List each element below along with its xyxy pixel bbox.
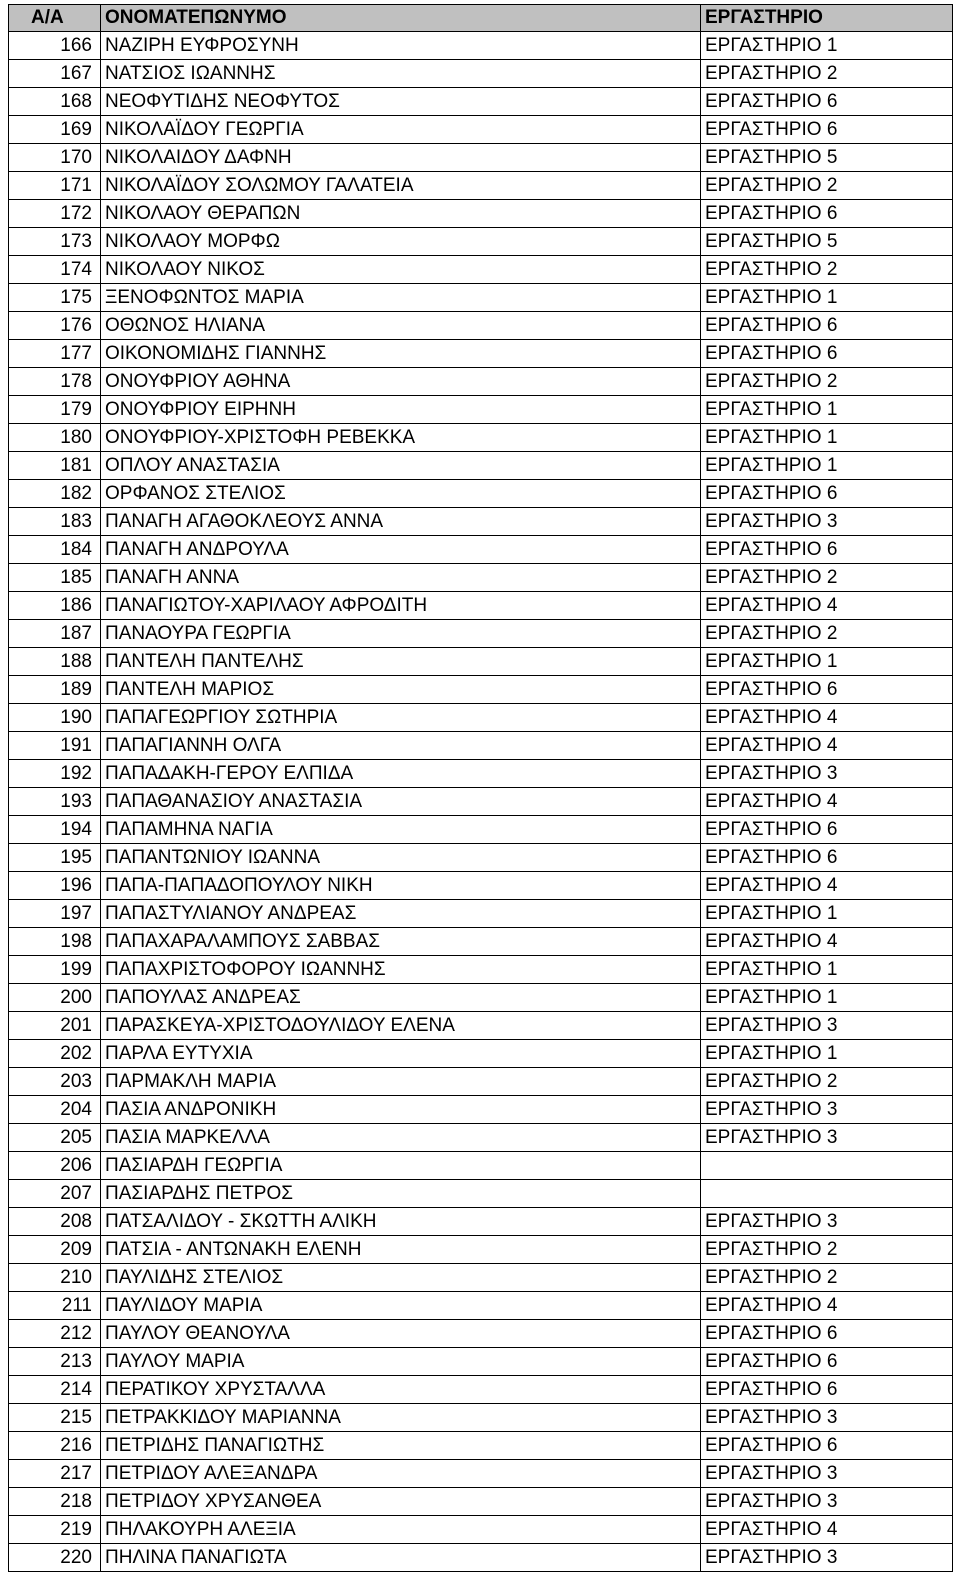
row-number: 172 <box>9 200 101 228</box>
row-number: 193 <box>9 788 101 816</box>
row-full-name: ΠΑΝΤΕΛΗ ΜΑΡΙΟΣ <box>101 676 701 704</box>
row-full-name: ΠΑΠΑΓΙΑΝΝΗ ΟΛΓΑ <box>101 732 701 760</box>
row-number: 205 <box>9 1124 101 1152</box>
row-full-name: ΠΑΡΛΑ ΕΥΤΥΧΙΑ <box>101 1040 701 1068</box>
row-lab: ΕΡΓΑΣΤΗΡΙΟ 6 <box>701 1320 953 1348</box>
row-lab: ΕΡΓΑΣΤΗΡΙΟ 5 <box>701 228 953 256</box>
row-full-name: ΝΑΖΙΡΗ ΕΥΦΡΟΣΥΝΗ <box>101 32 701 60</box>
row-number: 213 <box>9 1348 101 1376</box>
row-full-name: ΟΝΟΥΦΡΙΟΥ-ΧΡΙΣΤΟΦΗ ΡΕΒΕΚΚΑ <box>101 424 701 452</box>
row-full-name: ΠΑΠΑΜΗΝΑ ΝΑΓΙΑ <box>101 816 701 844</box>
row-full-name: ΠΑΠΑ-ΠΑΠΑΔΟΠΟΥΛΟΥ ΝΙΚΗ <box>101 872 701 900</box>
row-number: 192 <box>9 760 101 788</box>
row-full-name: ΠΑΝΤΕΛΗ ΠΑΝΤΕΛΗΣ <box>101 648 701 676</box>
row-lab: ΕΡΓΑΣΤΗΡΙΟ 6 <box>701 480 953 508</box>
table-row <box>9 340 953 368</box>
row-full-name: ΝΕΟΦΥΤΙΔΗΣ ΝΕΟΦΥΤΟΣ <box>101 88 701 116</box>
row-full-name: ΠΑΠΑΘΑΝΑΣΙΟΥ ΑΝΑΣΤΑΣΙΑ <box>101 788 701 816</box>
row-number: 216 <box>9 1432 101 1460</box>
row-lab: ΕΡΓΑΣΤΗΡΙΟ 1 <box>701 32 953 60</box>
row-number: 201 <box>9 1012 101 1040</box>
table-row <box>9 116 953 144</box>
column-header-name: ΟΝΟΜΑΤΕΠΩΝΥΜΟ <box>101 5 701 32</box>
row-full-name: ΝΙΚΟΛΑΟΥ ΝΙΚΟΣ <box>101 256 701 284</box>
roster-sheet <box>8 4 952 1572</box>
row-lab: ΕΡΓΑΣΤΗΡΙΟ 5 <box>701 144 953 172</box>
row-lab: ΕΡΓΑΣΤΗΡΙΟ 6 <box>701 312 953 340</box>
row-full-name: ΠΑΝΑΟΥΡΑ ΓΕΩΡΓΙΑ <box>101 620 701 648</box>
row-lab: ΕΡΓΑΣΤΗΡΙΟ 3 <box>701 1404 953 1432</box>
table-row <box>9 88 953 116</box>
table-row <box>9 788 953 816</box>
table-row <box>9 732 953 760</box>
table-row <box>9 704 953 732</box>
row-lab: ΕΡΓΑΣΤΗΡΙΟ 4 <box>701 592 953 620</box>
row-full-name: ΠΑΥΛΟΥ ΜΑΡΙΑ <box>101 1348 701 1376</box>
table-row <box>9 312 953 340</box>
row-lab: ΕΡΓΑΣΤΗΡΙΟ 6 <box>701 1432 953 1460</box>
row-number: 204 <box>9 1096 101 1124</box>
row-full-name: ΠΕΤΡΙΔΟΥ ΑΛΕΞΑΝΔΡΑ <box>101 1460 701 1488</box>
table-row <box>9 536 953 564</box>
row-lab: ΕΡΓΑΣΤΗΡΙΟ 3 <box>701 1460 953 1488</box>
table-row <box>9 284 953 312</box>
table-row <box>9 1544 953 1572</box>
row-full-name: ΠΑΣΙΑΡΔΗ ΓΕΩΡΓΙΑ <box>101 1152 701 1180</box>
table-row <box>9 1292 953 1320</box>
table-row <box>9 1432 953 1460</box>
row-lab: ΕΡΓΑΣΤΗΡΙΟ 6 <box>701 340 953 368</box>
row-full-name: ΠΕΡΑΤΙΚΟΥ ΧΡΥΣΤΑΛΛΑ <box>101 1376 701 1404</box>
row-lab: ΕΡΓΑΣΤΗΡΙΟ 3 <box>701 1488 953 1516</box>
roster-body <box>9 32 953 1572</box>
row-full-name: ΠΑΠΑΓΕΩΡΓΙΟΥ ΣΩΤΗΡΙΑ <box>101 704 701 732</box>
table-row <box>9 396 953 424</box>
row-number: 194 <box>9 816 101 844</box>
row-full-name: ΠΑΠΑΧΡΙΣΤΟΦΟΡΟΥ ΙΩΑΝΝΗΣ <box>101 956 701 984</box>
table-row <box>9 1208 953 1236</box>
row-number: 212 <box>9 1320 101 1348</box>
row-full-name: ΠΑΣΙΑ ΜΑΡΚΕΛΛΑ <box>101 1124 701 1152</box>
row-number: 197 <box>9 900 101 928</box>
row-full-name: ΠΕΤΡΙΔΟΥ ΧΡΥΣΑΝΘΕΑ <box>101 1488 701 1516</box>
table-row <box>9 956 953 984</box>
table-row <box>9 648 953 676</box>
row-full-name: ΠΑΤΣΑΛΙΔΟΥ - ΣΚΩΤΤΗ ΑΛΙΚΗ <box>101 1208 701 1236</box>
row-lab: ΕΡΓΑΣΤΗΡΙΟ 1 <box>701 956 953 984</box>
row-lab: ΕΡΓΑΣΤΗΡΙΟ 6 <box>701 116 953 144</box>
row-lab: ΕΡΓΑΣΤΗΡΙΟ 1 <box>701 900 953 928</box>
row-number: 189 <box>9 676 101 704</box>
row-lab: ΕΡΓΑΣΤΗΡΙΟ 4 <box>701 1516 953 1544</box>
table-row <box>9 872 953 900</box>
row-full-name: ΠΑΥΛΙΔΟΥ ΜΑΡΙΑ <box>101 1292 701 1320</box>
row-full-name: ΟΙΚΟΝΟΜΙΔΗΣ ΓΙΑΝΝΗΣ <box>101 340 701 368</box>
row-lab: ΕΡΓΑΣΤΗΡΙΟ 6 <box>701 844 953 872</box>
row-lab: ΕΡΓΑΣΤΗΡΙΟ 3 <box>701 508 953 536</box>
row-number: 195 <box>9 844 101 872</box>
row-full-name: ΝΙΚΟΛΑΪΔΟΥ ΓΕΩΡΓΙΑ <box>101 116 701 144</box>
row-number: 187 <box>9 620 101 648</box>
row-lab: ΕΡΓΑΣΤΗΡΙΟ 4 <box>701 704 953 732</box>
row-full-name: ΠΑΝΑΓΗ ΑΝΝΑ <box>101 564 701 592</box>
row-lab: ΕΡΓΑΣΤΗΡΙΟ 1 <box>701 984 953 1012</box>
row-number: 177 <box>9 340 101 368</box>
row-full-name: ΠΑΝΑΓΗ ΑΝΔΡΟΥΛΑ <box>101 536 701 564</box>
row-full-name: ΟΝΟΥΦΡΙΟΥ ΑΘΗΝΑ <box>101 368 701 396</box>
row-full-name: ΝΑΤΣΙΟΣ ΙΩΑΝΝΗΣ <box>101 60 701 88</box>
row-number: 190 <box>9 704 101 732</box>
table-row <box>9 984 953 1012</box>
column-header-aa: Α/Α <box>9 5 101 32</box>
row-number: 174 <box>9 256 101 284</box>
row-lab: ΕΡΓΑΣΤΗΡΙΟ 2 <box>701 564 953 592</box>
row-full-name: ΠΑΥΛΙΔΗΣ ΣΤΕΛΙΟΣ <box>101 1264 701 1292</box>
row-lab: ΕΡΓΑΣΤΗΡΙΟ 4 <box>701 872 953 900</box>
row-full-name: ΠΑΠΟΥΛΑΣ ΑΝΔΡΕΑΣ <box>101 984 701 1012</box>
row-full-name: ΟΡΦΑΝΟΣ ΣΤΕΛΙΟΣ <box>101 480 701 508</box>
row-number: 188 <box>9 648 101 676</box>
row-lab: ΕΡΓΑΣΤΗΡΙΟ 3 <box>701 1012 953 1040</box>
row-number: 218 <box>9 1488 101 1516</box>
row-full-name: ΞΕΝΟΦΩΝΤΟΣ ΜΑΡΙΑ <box>101 284 701 312</box>
row-number: 185 <box>9 564 101 592</box>
table-row <box>9 60 953 88</box>
table-row <box>9 172 953 200</box>
row-lab: ΕΡΓΑΣΤΗΡΙΟ 6 <box>701 88 953 116</box>
table-row <box>9 900 953 928</box>
row-number: 203 <box>9 1068 101 1096</box>
row-number: 179 <box>9 396 101 424</box>
table-row <box>9 564 953 592</box>
row-full-name: ΝΙΚΟΛΑΟΥ ΜΟΡΦΩ <box>101 228 701 256</box>
row-number: 183 <box>9 508 101 536</box>
row-full-name: ΝΙΚΟΛΑΪΔΟΥ ΣΟΛΩΜΟΥ ΓΑΛΑΤΕΙΑ <box>101 172 701 200</box>
row-full-name: ΟΝΟΥΦΡΙΟΥ ΕΙΡΗΝΗ <box>101 396 701 424</box>
row-full-name: ΝΙΚΟΛΑΟΥ ΘΕΡΑΠΩΝ <box>101 200 701 228</box>
row-full-name: ΠΑΣΙΑΡΔΗΣ ΠΕΤΡΟΣ <box>101 1180 701 1208</box>
row-lab: ΕΡΓΑΣΤΗΡΙΟ 4 <box>701 928 953 956</box>
row-number: 191 <box>9 732 101 760</box>
row-number: 168 <box>9 88 101 116</box>
row-number: 196 <box>9 872 101 900</box>
row-number: 175 <box>9 284 101 312</box>
row-lab: ΕΡΓΑΣΤΗΡΙΟ 1 <box>701 1040 953 1068</box>
row-number: 180 <box>9 424 101 452</box>
row-number: 186 <box>9 592 101 620</box>
table-row <box>9 1012 953 1040</box>
row-full-name: ΠΗΛΑΚΟΥΡΗ ΑΛΕΞΙΑ <box>101 1516 701 1544</box>
row-lab: ΕΡΓΑΣΤΗΡΙΟ 4 <box>701 1292 953 1320</box>
row-number: 178 <box>9 368 101 396</box>
row-number: 220 <box>9 1544 101 1572</box>
row-number: 202 <box>9 1040 101 1068</box>
row-full-name: ΠΑΤΣΙΑ - ΑΝΤΩΝΑΚΗ ΕΛΕΝΗ <box>101 1236 701 1264</box>
row-lab: ΕΡΓΑΣΤΗΡΙΟ 6 <box>701 816 953 844</box>
row-lab: ΕΡΓΑΣΤΗΡΙΟ 1 <box>701 452 953 480</box>
table-row <box>9 144 953 172</box>
table-row <box>9 1096 953 1124</box>
table-row <box>9 1180 953 1208</box>
row-full-name: ΠΑΡΜΑΚΛΗ ΜΑΡΙΑ <box>101 1068 701 1096</box>
table-row <box>9 844 953 872</box>
row-lab: ΕΡΓΑΣΤΗΡΙΟ 2 <box>701 1264 953 1292</box>
table-row <box>9 928 953 956</box>
row-lab: ΕΡΓΑΣΤΗΡΙΟ 2 <box>701 1236 953 1264</box>
row-full-name: ΠΕΤΡΑΚΚΙΔΟΥ ΜΑΡΙΑΝΝΑ <box>101 1404 701 1432</box>
row-full-name: ΠΑΝΑΓΙΩΤΟΥ-ΧΑΡΙΛΑΟΥ ΑΦΡΟΔΙΤΗ <box>101 592 701 620</box>
table-row <box>9 452 953 480</box>
table-row <box>9 368 953 396</box>
row-full-name: ΟΠΛΟΥ ΑΝΑΣΤΑΣΙΑ <box>101 452 701 480</box>
row-lab: ΕΡΓΑΣΤΗΡΙΟ 2 <box>701 620 953 648</box>
row-number: 206 <box>9 1152 101 1180</box>
row-lab <box>701 1180 953 1208</box>
row-lab: ΕΡΓΑΣΤΗΡΙΟ 6 <box>701 536 953 564</box>
row-lab: ΕΡΓΑΣΤΗΡΙΟ 3 <box>701 1208 953 1236</box>
row-number: 199 <box>9 956 101 984</box>
row-number: 198 <box>9 928 101 956</box>
table-row <box>9 592 953 620</box>
row-full-name: ΠΕΤΡΙΔΗΣ ΠΑΝΑΓΙΩΤΗΣ <box>101 1432 701 1460</box>
row-lab: ΕΡΓΑΣΤΗΡΙΟ 4 <box>701 788 953 816</box>
row-lab: ΕΡΓΑΣΤΗΡΙΟ 2 <box>701 256 953 284</box>
row-lab: ΕΡΓΑΣΤΗΡΙΟ 3 <box>701 1544 953 1572</box>
row-number: 211 <box>9 1292 101 1320</box>
row-full-name: ΠΑΠΑΔΑΚΗ-ΓΕΡΟΥ ΕΛΠΙΔΑ <box>101 760 701 788</box>
row-lab: ΕΡΓΑΣΤΗΡΙΟ 2 <box>701 368 953 396</box>
row-number: 209 <box>9 1236 101 1264</box>
table-row <box>9 1152 953 1180</box>
row-number: 217 <box>9 1460 101 1488</box>
table-row <box>9 1376 953 1404</box>
row-number: 182 <box>9 480 101 508</box>
row-full-name: ΝΙΚΟΛΑΙΔΟΥ ΔΑΦΝΗ <box>101 144 701 172</box>
row-number: 173 <box>9 228 101 256</box>
row-number: 184 <box>9 536 101 564</box>
row-full-name: ΠΑΝΑΓΗ ΑΓΑΘΟΚΛΕΟΥΣ ΑΝΝΑ <box>101 508 701 536</box>
row-number: 215 <box>9 1404 101 1432</box>
row-full-name: ΠΑΠΑΧΑΡΑΛΑΜΠΟΥΣ ΣΑΒΒΑΣ <box>101 928 701 956</box>
row-lab: ΕΡΓΑΣΤΗΡΙΟ 6 <box>701 200 953 228</box>
row-full-name: ΠΑΥΛΟΥ ΘΕΑΝΟΥΛΑ <box>101 1320 701 1348</box>
roster-table <box>8 4 953 1572</box>
table-row <box>9 228 953 256</box>
row-lab: ΕΡΓΑΣΤΗΡΙΟ 1 <box>701 396 953 424</box>
table-row <box>9 480 953 508</box>
row-number: 214 <box>9 1376 101 1404</box>
table-row <box>9 1460 953 1488</box>
table-row <box>9 256 953 284</box>
row-number: 170 <box>9 144 101 172</box>
table-row <box>9 760 953 788</box>
row-lab: ΕΡΓΑΣΤΗΡΙΟ 2 <box>701 172 953 200</box>
row-lab: ΕΡΓΑΣΤΗΡΙΟ 2 <box>701 60 953 88</box>
table-row <box>9 1068 953 1096</box>
row-number: 207 <box>9 1180 101 1208</box>
table-row <box>9 1516 953 1544</box>
row-number: 200 <box>9 984 101 1012</box>
row-full-name: ΠΗΛΙΝΑ ΠΑΝΑΓΙΩΤΑ <box>101 1544 701 1572</box>
table-row <box>9 676 953 704</box>
row-lab <box>701 1152 953 1180</box>
table-row <box>9 32 953 60</box>
table-row <box>9 1404 953 1432</box>
row-full-name: ΠΑΠΑΣΤΥΛΙΑΝΟΥ ΑΝΔΡΕΑΣ <box>101 900 701 928</box>
row-lab: ΕΡΓΑΣΤΗΡΙΟ 3 <box>701 1124 953 1152</box>
row-lab: ΕΡΓΑΣΤΗΡΙΟ 3 <box>701 1096 953 1124</box>
row-number: 219 <box>9 1516 101 1544</box>
row-lab: ΕΡΓΑΣΤΗΡΙΟ 2 <box>701 1068 953 1096</box>
table-row <box>9 1488 953 1516</box>
table-row <box>9 816 953 844</box>
table-row <box>9 508 953 536</box>
header-row <box>9 5 953 32</box>
row-number: 208 <box>9 1208 101 1236</box>
row-full-name: ΠΑΡΑΣΚΕΥΑ-ΧΡΙΣΤΟΔΟΥΛΙΔΟΥ ΕΛΕΝΑ <box>101 1012 701 1040</box>
table-row <box>9 1264 953 1292</box>
row-lab: ΕΡΓΑΣΤΗΡΙΟ 1 <box>701 648 953 676</box>
column-header-lab: ΕΡΓΑΣΤΗΡΙΟ <box>701 5 953 32</box>
row-number: 210 <box>9 1264 101 1292</box>
table-row <box>9 424 953 452</box>
table-row <box>9 1040 953 1068</box>
table-row <box>9 1348 953 1376</box>
row-lab: ΕΡΓΑΣΤΗΡΙΟ 1 <box>701 284 953 312</box>
table-row <box>9 200 953 228</box>
table-row <box>9 1236 953 1264</box>
table-row <box>9 1124 953 1152</box>
row-number: 171 <box>9 172 101 200</box>
row-number: 176 <box>9 312 101 340</box>
row-full-name: ΠΑΣΙΑ ΑΝΔΡΟΝΙΚΗ <box>101 1096 701 1124</box>
row-lab: ΕΡΓΑΣΤΗΡΙΟ 3 <box>701 760 953 788</box>
table-row <box>9 1320 953 1348</box>
row-lab: ΕΡΓΑΣΤΗΡΙΟ 6 <box>701 1348 953 1376</box>
row-number: 167 <box>9 60 101 88</box>
row-lab: ΕΡΓΑΣΤΗΡΙΟ 1 <box>701 424 953 452</box>
row-number: 166 <box>9 32 101 60</box>
row-full-name: ΠΑΠΑΝΤΩΝΙΟΥ ΙΩΑΝΝΑ <box>101 844 701 872</box>
row-lab: ΕΡΓΑΣΤΗΡΙΟ 4 <box>701 732 953 760</box>
row-full-name: ΟΘΩΝΟΣ ΗΛΙΑΝΑ <box>101 312 701 340</box>
row-number: 169 <box>9 116 101 144</box>
table-row <box>9 620 953 648</box>
row-number: 181 <box>9 452 101 480</box>
row-lab: ΕΡΓΑΣΤΗΡΙΟ 6 <box>701 1376 953 1404</box>
row-lab: ΕΡΓΑΣΤΗΡΙΟ 6 <box>701 676 953 704</box>
